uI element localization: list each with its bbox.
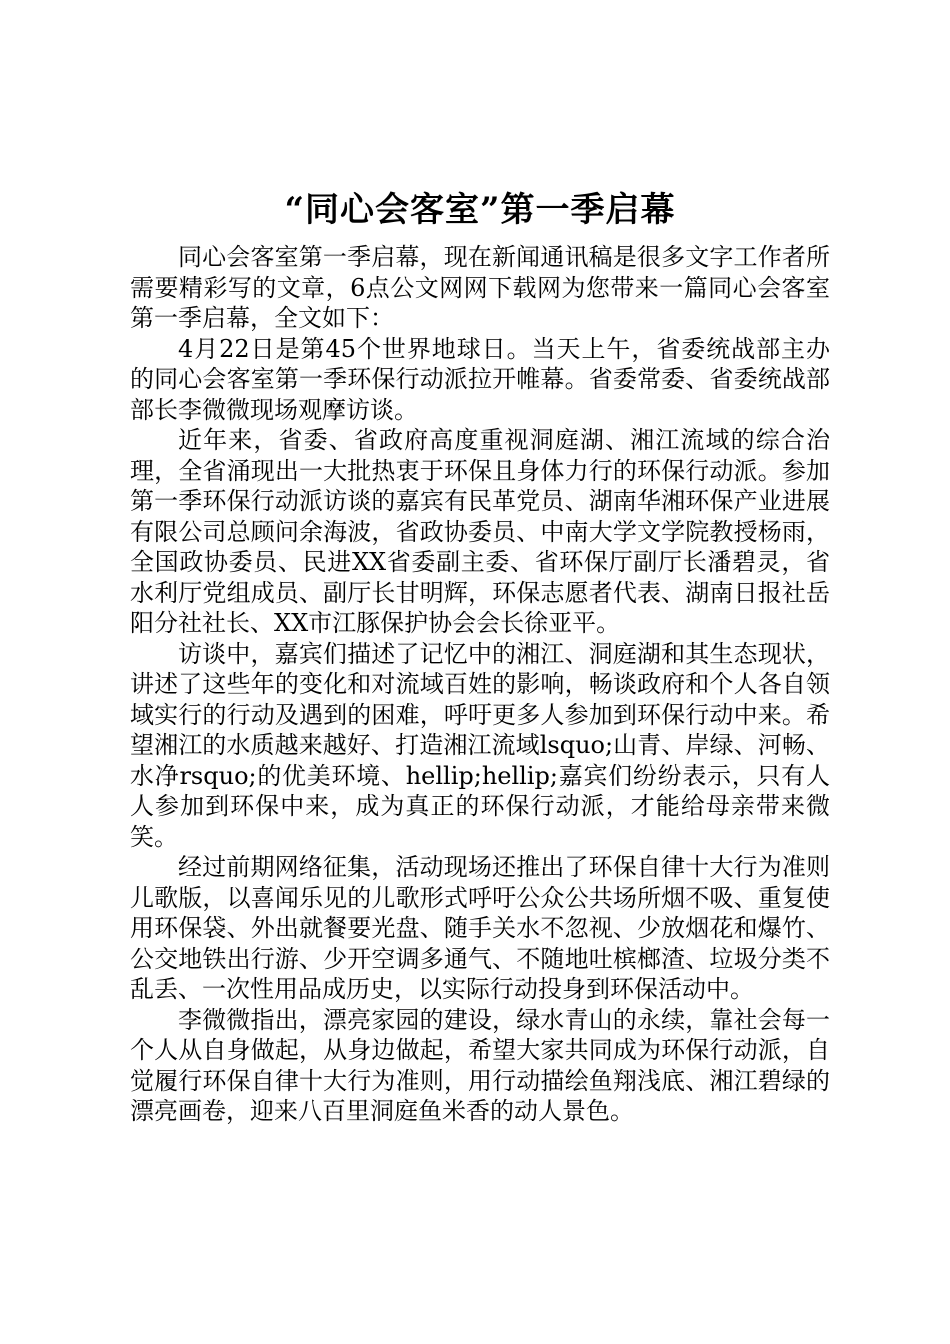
paragraph-intro: 同心会客室第一季启幕，现在新闻通讯稿是很多文字工作者所需要精彩写的文章，6点公文网网下载网为您带来一篇同心会客室第一季启幕，全文如下： (130, 243, 830, 332)
paragraph-guidelines: 经过前期网络征集，活动现场还推出了环保自律十大行为准则儿歌版，以喜闻乐见的儿歌形式呼吁公众公共场所烟不吸、重复使用环保袋、外出就餐要光盘、随手关水不忽视、少放烟花和爆竹、公交地铁出行游、少开空调多通气、不随地吐槟榔渣、垃圾分类不乱丢、一次性用品成历史，以实际行动投身到环保活动中。 (130, 853, 830, 1003)
paragraph-guests: 近年来，省委、省政府高度重视洞庭湖、湘江流域的综合治理，全省涌现出一大批热衷于环保且身体力行的环保行动派。参加第一季环保行动派访谈的嘉宾有民革党员、湖南华湘环保产业进展有限公司总顾问余海波，省政协委员、中南大学文学院教授杨雨，全国政协委员、民进XX省委副主委、省环保厅副厅长潘碧灵，省水利厅党组成员、副厅长甘明辉，环保志愿者代表、湖南日报社岳阳分社社长、XX市江豚保护协会会长徐亚平。 (130, 426, 830, 637)
paragraph-earth-day: 4月22日是第45个世界地球日。当天上午，省委统战部主办的同心会客室第一季环保行动派拉开帷幕。省委常委、省委统战部部长李微微现场观摩访谈。 (130, 334, 830, 424)
paragraph-conclusion: 李微微指出，漂亮家园的建设，绿水青山的永续，靠社会每一个人从自身做起，从身边做起，希望大家共同成为环保行动派，自觉履行环保自律十大行为准则，用行动描绘鱼翔浅底、湘江碧绿的漂亮画卷，迎来八百里洞庭鱼米香的动人景色。 (130, 1005, 830, 1125)
document-page (130, 186, 830, 1127)
document-title: “同心会客室”第一季启幕 (284, 190, 676, 230)
paragraph-interview: 访谈中，嘉宾们描述了记忆中的湘江、洞庭湖和其生态现状，讲述了这些年的变化和对流域百姓的影响，畅谈政府和个人各自领域实行的行动及遇到的困难，呼吁更多人参加到环保行动中来。希望湘江的水质越来越好、打造湘江流域lsquo;山青、岸绿、河畅、水净rsquo;的优美环境、hellip;hellip;嘉宾们纷纷表示，只有人人参加到环保中来，成为真正的环保行动派，才能给母亲带来微笑。 (130, 639, 830, 851)
